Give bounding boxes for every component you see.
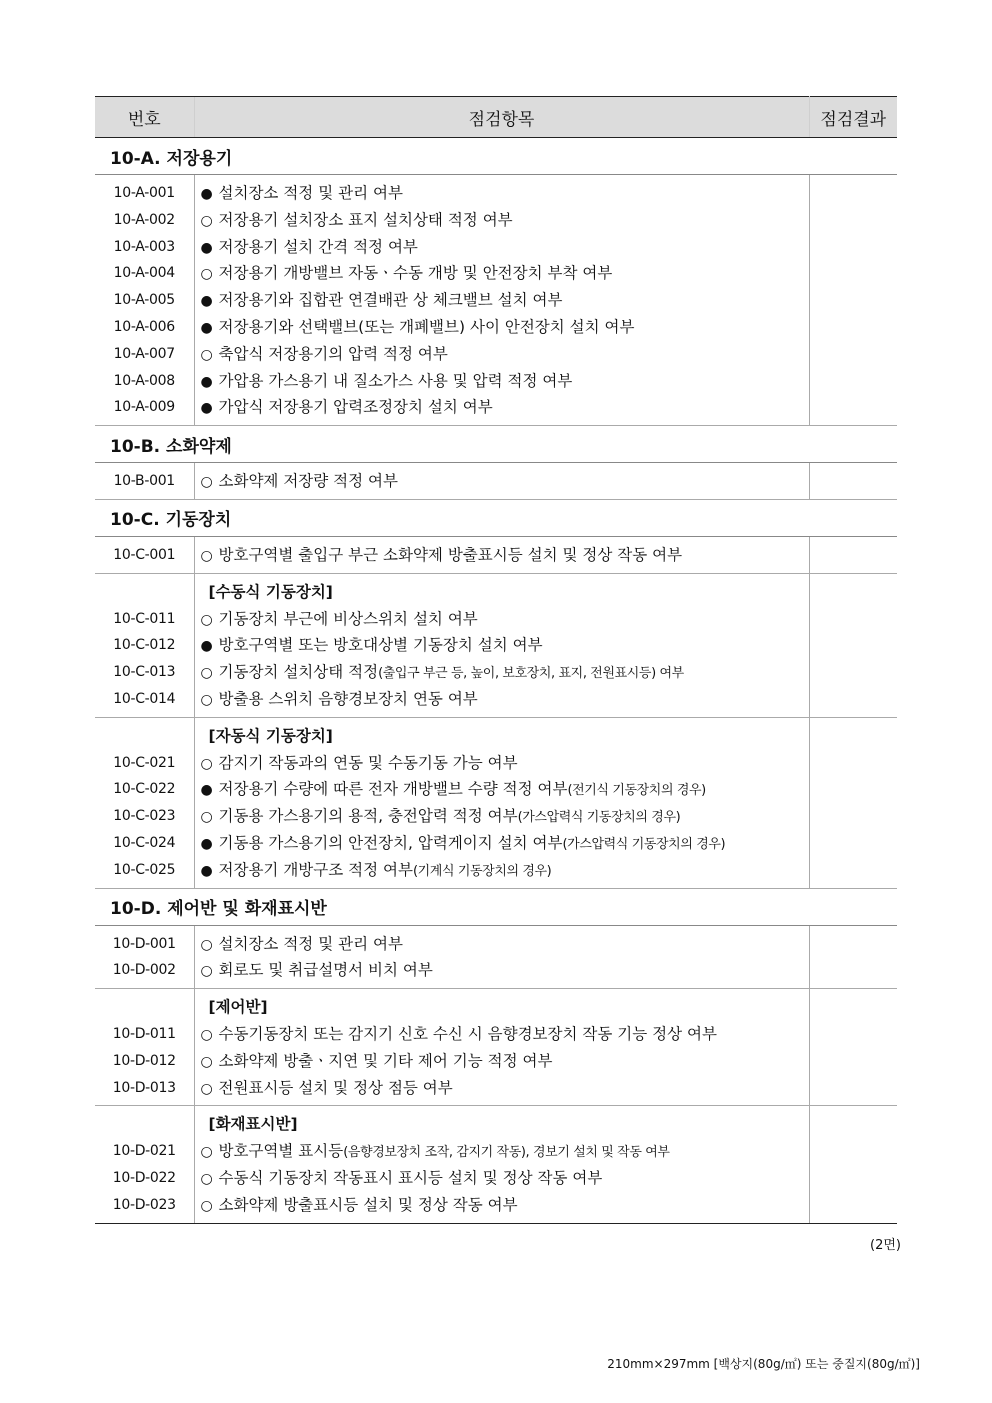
check-item-note: (가스압력식 기동장치의 경우)	[562, 836, 726, 852]
number-spacer	[95, 723, 194, 750]
check-item-text: 전원표시등 설치 및 정상 점등 여부	[218, 1078, 453, 1097]
item-code: 10-C-011	[113, 610, 176, 627]
check-item-text: 저장용기와 집합관 연결배관 상 체크밸브 설치 여부	[218, 291, 563, 310]
check-item	[201, 1048, 809, 1075]
check-item	[201, 260, 809, 287]
table-header-row	[95, 97, 897, 138]
section-row	[95, 499, 897, 536]
check-item	[201, 314, 809, 341]
check-item-text: 방호구역별 표시등	[218, 1142, 344, 1161]
check-item	[201, 1165, 809, 1192]
importance-mark-icon: ●	[200, 293, 213, 310]
check-item-text: 저장용기 설치장소 표지 설치상태 적정 여부	[218, 210, 513, 229]
item-code: 10-C-001	[113, 546, 176, 563]
check-item-text: 저장용기 개방밸브 자동ㆍ수동 개방 및 안전장치 부착 여부	[218, 264, 613, 283]
item-code: 10-C-022	[113, 781, 176, 798]
section-title: 10-A. 저장용기	[95, 138, 897, 175]
result-cell[interactable]	[809, 1106, 897, 1223]
check-item	[201, 1021, 809, 1048]
item-cell	[194, 175, 809, 426]
item-code: 10-C-021	[113, 754, 176, 771]
number-spacer	[95, 579, 194, 606]
item-code: 10-C-013	[113, 664, 176, 681]
item-code: 10-B-001	[113, 473, 175, 490]
check-item	[201, 368, 809, 395]
number-cell	[95, 989, 194, 1106]
table-body	[95, 138, 897, 1224]
importance-mark-icon: ●	[200, 319, 213, 336]
check-item-text: 설치장소 적정 및 관리 여부	[218, 184, 403, 202]
inspection-table	[95, 96, 897, 1224]
item-cell	[194, 573, 809, 717]
table-row	[95, 536, 897, 573]
check-item-text: 소화약제 방출ㆍ지연 및 기타 제어 기능 적정 여부	[218, 1051, 553, 1070]
item-cell	[194, 989, 809, 1106]
item-code: 10-A-006	[113, 318, 175, 335]
section-title: 10-C. 기동장치	[95, 499, 897, 536]
check-item-note: (출입구 부근 등, 높이, 보호장치, 표지, 전원표시등) 여부	[378, 666, 684, 682]
check-item-note: (전기식 기동장치의 경우)	[567, 783, 706, 799]
item-cell	[194, 463, 809, 500]
check-item	[201, 803, 809, 830]
importance-mark-icon: ○	[200, 936, 213, 953]
item-cell	[194, 536, 809, 573]
number-cell	[95, 925, 194, 989]
number-spacer	[95, 1111, 194, 1138]
check-item	[201, 207, 809, 234]
importance-mark-icon: ○	[200, 809, 213, 826]
item-code: 10-D-011	[112, 1025, 176, 1042]
paper-spec-footer: 210mm×297mm [백상지(80g/㎡) 또는 중질지(80g/㎡)]	[607, 1357, 920, 1371]
result-cell[interactable]	[809, 573, 897, 717]
importance-mark-icon: ○	[200, 1080, 213, 1097]
number-cell	[95, 536, 194, 573]
importance-mark-icon: ○	[200, 691, 213, 708]
importance-mark-icon: ○	[200, 547, 213, 564]
check-item-text: 저장용기 개방구조 적정 여부	[218, 860, 413, 879]
check-item-text: 저장용기 설치 간격 적정 여부	[218, 237, 418, 256]
item-code: 10-D-022	[112, 1169, 176, 1186]
importance-mark-icon: ○	[200, 755, 213, 772]
section-row	[95, 426, 897, 463]
item-code: 10-C-014	[113, 690, 176, 707]
importance-mark-icon: ●	[200, 373, 213, 390]
importance-mark-icon: ○	[200, 266, 213, 283]
item-code: 10-A-003	[113, 238, 175, 255]
importance-mark-icon: ○	[200, 1053, 213, 1070]
importance-mark-icon: ●	[200, 186, 213, 202]
item-code: 10-A-009	[113, 399, 175, 416]
importance-mark-icon: ○	[200, 212, 213, 229]
item-cell	[194, 1106, 809, 1223]
header-result: 점검결과	[809, 97, 897, 138]
importance-mark-icon: ○	[200, 611, 213, 628]
check-item	[201, 287, 809, 314]
check-item-text: 기동장치 설치상태 적정	[218, 663, 379, 682]
number-cell	[95, 463, 194, 500]
header-item: 점검항목	[194, 97, 809, 138]
section-title: 10-D. 제어반 및 화재표시반	[95, 888, 897, 925]
importance-mark-icon: ●	[200, 835, 213, 852]
check-item-text: 설치장소 적정 및 관리 여부	[218, 934, 403, 953]
check-item-text: 수동기동장치 또는 감지기 신호 수신 시 음향경보장치 작동 기능 정상 여부	[218, 1024, 717, 1043]
item-cell	[194, 925, 809, 989]
table-row	[95, 989, 897, 1106]
importance-mark-icon: ○	[200, 1144, 213, 1161]
check-item-text: 축압식 저장용기의 압력 적정 여부	[218, 344, 448, 363]
inspection-sheet	[95, 96, 897, 1224]
check-item	[201, 659, 809, 686]
result-cell[interactable]	[809, 463, 897, 500]
check-item	[201, 1138, 809, 1165]
number-cell	[95, 573, 194, 717]
group-subheading: [자동식 기동장치]	[208, 726, 333, 745]
importance-mark-icon: ●	[200, 638, 213, 655]
result-cell[interactable]	[809, 989, 897, 1106]
check-item-text: 방호구역별 또는 방호대상별 기동장치 설치 여부	[218, 636, 543, 655]
table-row	[95, 463, 897, 500]
check-item	[201, 180, 809, 207]
check-item	[201, 931, 809, 958]
check-item	[201, 542, 809, 569]
check-item-text: 가압용 가스용기 내 질소가스 사용 및 압력 적정 여부	[218, 371, 573, 390]
check-item-note: (가스압력식 기동장치의 경우)	[517, 810, 681, 826]
check-item	[201, 857, 809, 884]
number-cell	[95, 175, 194, 426]
check-item-text: 감지기 작동과의 연동 및 수동기동 가능 여부	[218, 753, 518, 772]
number-cell	[95, 717, 194, 888]
group-subheading: [수동식 기동장치]	[208, 582, 333, 601]
check-item-text: 기동용 가스용기의 안전장치, 압력게이지 설치 여부	[218, 833, 563, 852]
check-item	[201, 686, 809, 713]
item-code: 10-D-001	[112, 935, 176, 952]
check-item	[201, 1075, 809, 1102]
item-code: 10-D-021	[112, 1143, 176, 1160]
check-item-text: 저장용기와 선택밸브(또는 개폐밸브) 사이 안전장치 설치 여부	[218, 317, 635, 336]
group-subheading: [제어반]	[208, 998, 268, 1017]
importance-mark-icon: ○	[200, 346, 213, 363]
item-code: 10-D-013	[112, 1079, 176, 1096]
check-item	[201, 394, 809, 421]
result-cell[interactable]	[809, 175, 897, 426]
table-row	[95, 717, 897, 888]
item-code: 10-C-023	[113, 808, 176, 825]
section-row	[95, 138, 897, 175]
importance-mark-icon: ●	[200, 400, 213, 417]
check-item	[201, 776, 809, 803]
number-cell	[95, 1106, 194, 1223]
check-item	[201, 750, 809, 777]
check-item-note: (기계식 기동장치의 경우)	[412, 863, 552, 879]
group-subheading: [화재표시반]	[208, 1115, 298, 1134]
header-number: 번호	[95, 97, 194, 138]
item-code: 10-D-002	[112, 962, 176, 979]
check-item-text: 소화약제 방출표시등 설치 및 정상 작동 여부	[218, 1195, 518, 1214]
check-item	[201, 1192, 809, 1219]
result-cell[interactable]	[809, 536, 897, 573]
check-item	[201, 632, 809, 659]
result-cell[interactable]	[809, 925, 897, 989]
check-item	[201, 468, 809, 495]
check-item-text: 소화약제 저장량 적정 여부	[218, 472, 398, 491]
table-row	[95, 573, 897, 717]
check-item-text: 방호구역별 출입구 부근 소화약제 방출표시등 설치 및 정상 작동 여부	[218, 545, 683, 564]
importance-mark-icon: ○	[200, 474, 213, 491]
item-code: 10-A-005	[113, 292, 175, 309]
number-spacer	[95, 994, 194, 1021]
item-code: 10-A-008	[113, 372, 175, 389]
check-item-text: 가압식 저장용기 압력조정장치 설치 여부	[218, 398, 493, 417]
item-code: 10-A-007	[113, 345, 175, 362]
item-code: 10-A-002	[113, 211, 175, 228]
check-item-text: 방출용 스위치 음향경보장치 연동 여부	[218, 689, 478, 708]
importance-mark-icon: ○	[200, 665, 213, 682]
page-number: (2면)	[870, 1238, 901, 1253]
table-row	[95, 925, 897, 989]
table-row	[95, 175, 897, 426]
importance-mark-icon: ○	[200, 1197, 213, 1214]
importance-mark-icon: ○	[200, 963, 213, 980]
check-item	[201, 830, 809, 857]
importance-mark-icon: ●	[200, 239, 213, 256]
item-code: 10-A-004	[113, 265, 175, 282]
section-row	[95, 888, 897, 925]
check-item	[201, 234, 809, 261]
importance-mark-icon: ●	[200, 782, 213, 799]
check-item-text: 수동식 기동장치 작동표시 표시등 설치 및 정상 작동 여부	[218, 1168, 603, 1187]
check-item	[201, 341, 809, 368]
item-code: 10-A-001	[113, 185, 175, 201]
item-code: 10-C-025	[113, 861, 176, 878]
result-cell[interactable]	[809, 717, 897, 888]
importance-mark-icon: ○	[200, 1170, 213, 1187]
check-item-text: 기동용 가스용기의 용적, 충전압력 적정 여부	[218, 807, 518, 826]
check-item-text: 기동장치 부근에 비상스위치 설치 여부	[218, 609, 478, 628]
check-item-text: 회로도 및 취급설명서 비치 여부	[218, 961, 433, 980]
item-code: 10-C-012	[113, 637, 176, 654]
item-code: 10-D-012	[112, 1052, 176, 1069]
check-item-text: 저장용기 수량에 따른 전자 개방밸브 수량 적정 여부	[218, 780, 568, 799]
check-item	[201, 957, 809, 984]
check-item-note: (음향경보장치 조작, 감지기 작동), 경보기 설치 및 작동 여부	[343, 1145, 670, 1161]
item-code: 10-C-024	[113, 834, 176, 851]
importance-mark-icon: ●	[200, 862, 213, 879]
check-item	[201, 606, 809, 633]
table-row	[95, 1106, 897, 1223]
section-title: 10-B. 소화약제	[95, 426, 897, 463]
importance-mark-icon: ○	[200, 1026, 213, 1043]
item-code: 10-D-023	[112, 1196, 176, 1213]
item-cell	[194, 717, 809, 888]
